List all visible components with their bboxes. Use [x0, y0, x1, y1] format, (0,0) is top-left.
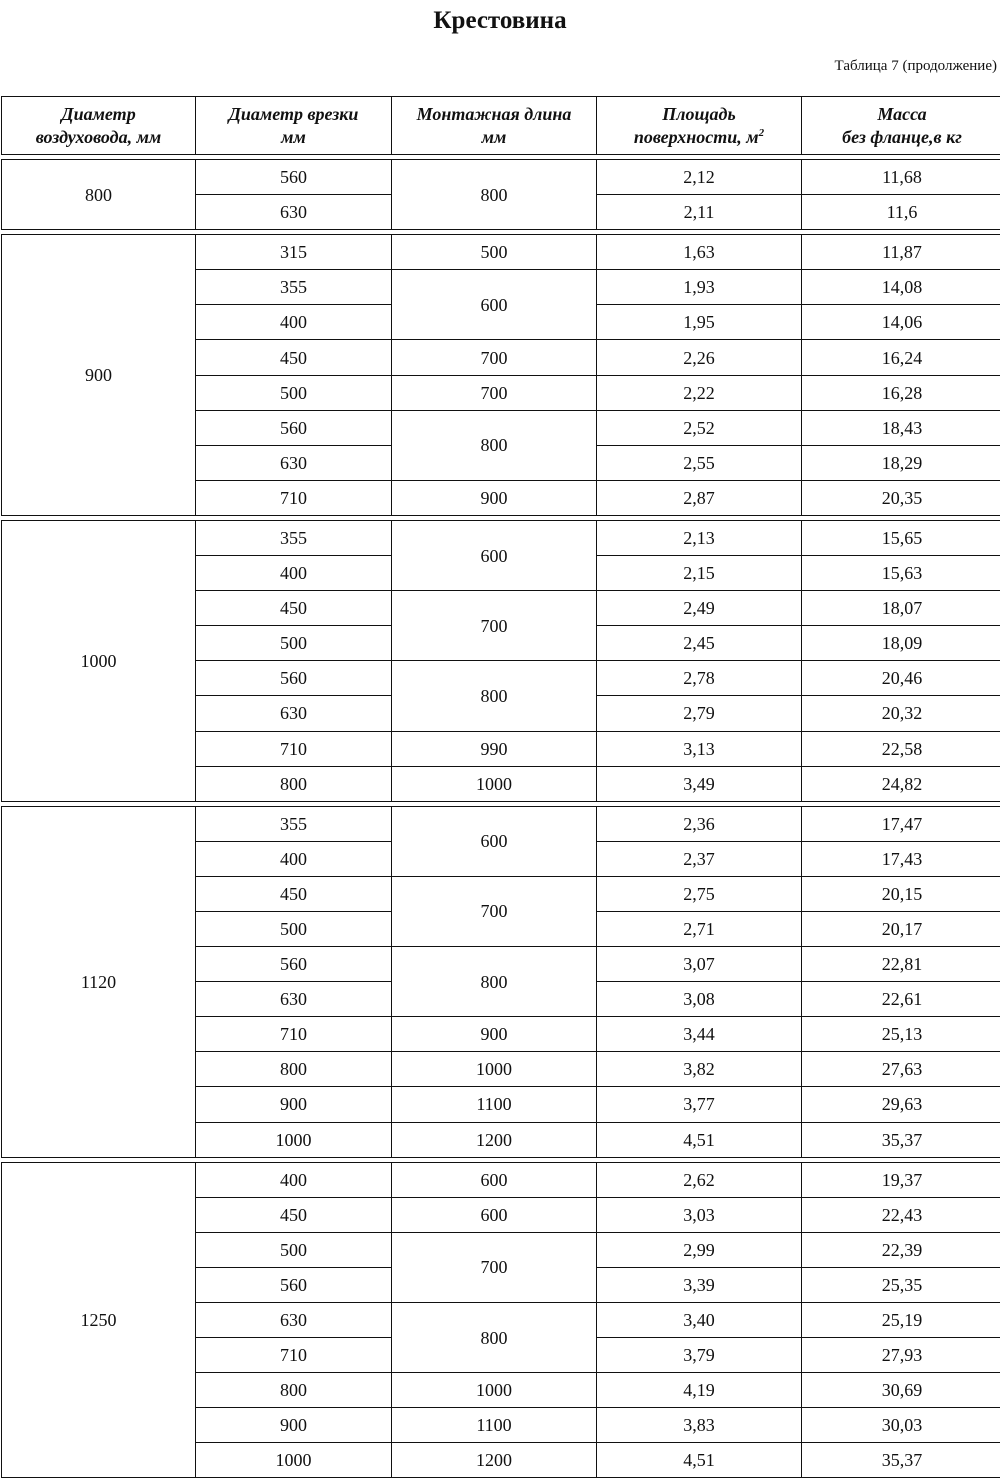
table-row	[2, 520, 1000, 555]
mass-cell: 35,37	[802, 1443, 1000, 1478]
table-row	[2, 1162, 1000, 1197]
branch-diameter-cell: 560	[196, 661, 392, 696]
mount-length-cell: 1100	[392, 1087, 597, 1122]
branch-diameter-cell: 315	[196, 235, 392, 270]
mount-length-cell: 800	[392, 1303, 597, 1373]
branch-diameter-cell: 500	[196, 375, 392, 410]
surface-area-cell: 3,40	[597, 1303, 802, 1338]
mass-cell: 20,15	[802, 876, 1000, 911]
branch-diameter-cell: 630	[196, 696, 392, 731]
mount-length-cell: 700	[392, 1232, 597, 1302]
mass-cell: 14,08	[802, 270, 1000, 305]
mount-length-cell: 600	[392, 806, 597, 876]
branch-diameter-cell: 450	[196, 340, 392, 375]
surface-area-cell: 2,79	[597, 696, 802, 731]
surface-area-cell: 3,79	[597, 1338, 802, 1373]
mount-length-cell: 1000	[392, 766, 597, 801]
mass-cell: 18,09	[802, 626, 1000, 661]
mount-length-cell: 700	[392, 876, 597, 946]
surface-area-cell: 3,49	[597, 766, 802, 801]
mass-cell: 17,47	[802, 806, 1000, 841]
branch-diameter-cell: 400	[196, 556, 392, 591]
branch-diameter-cell: 355	[196, 270, 392, 305]
branch-diameter-cell: 710	[196, 1017, 392, 1052]
duct-diameter-cell: 1000	[2, 520, 196, 801]
surface-area-cell: 1,93	[597, 270, 802, 305]
surface-area-cell: 2,75	[597, 876, 802, 911]
branch-diameter-cell: 400	[196, 1162, 392, 1197]
mount-length-cell: 500	[392, 235, 597, 270]
branch-diameter-cell: 500	[196, 1232, 392, 1267]
mass-cell: 22,43	[802, 1197, 1000, 1232]
mass-cell: 27,93	[802, 1338, 1000, 1373]
surface-area-cell: 4,51	[597, 1443, 802, 1478]
mount-length-cell: 600	[392, 520, 597, 590]
mass-cell: 25,35	[802, 1267, 1000, 1302]
branch-diameter-cell: 560	[196, 160, 392, 195]
surface-area-cell: 2,62	[597, 1162, 802, 1197]
mass-cell: 15,65	[802, 520, 1000, 555]
branch-diameter-cell: 900	[196, 1087, 392, 1122]
surface-area-cell: 3,83	[597, 1408, 802, 1443]
header-branch-diameter: Диаметр врезки мм	[196, 97, 392, 155]
mount-length-cell: 1100	[392, 1408, 597, 1443]
mass-cell: 25,19	[802, 1303, 1000, 1338]
mass-cell: 22,39	[802, 1232, 1000, 1267]
mass-cell: 20,46	[802, 661, 1000, 696]
duct-diameter-cell: 1120	[2, 806, 196, 1157]
branch-diameter-cell: 630	[196, 1303, 392, 1338]
branch-diameter-cell: 450	[196, 876, 392, 911]
mount-length-cell: 600	[392, 1162, 597, 1197]
branch-diameter-cell: 500	[196, 626, 392, 661]
surface-area-cell: 2,15	[597, 556, 802, 591]
surface-area-cell: 3,03	[597, 1197, 802, 1232]
branch-diameter-cell: 560	[196, 1267, 392, 1302]
duct-diameter-cell: 800	[2, 160, 196, 230]
mass-cell: 18,29	[802, 445, 1000, 480]
mass-cell: 25,13	[802, 1017, 1000, 1052]
branch-diameter-cell: 450	[196, 1197, 392, 1232]
mount-length-cell: 990	[392, 731, 597, 766]
page-title: Крестовина	[0, 5, 1000, 37]
mass-cell: 20,17	[802, 911, 1000, 946]
mass-cell: 30,69	[802, 1373, 1000, 1408]
mass-cell: 35,37	[802, 1122, 1000, 1157]
mount-length-cell: 700	[392, 340, 597, 375]
mount-length-cell: 1200	[392, 1443, 597, 1478]
duct-diameter-cell: 900	[2, 235, 196, 516]
branch-diameter-cell: 450	[196, 591, 392, 626]
crosspiece-table	[1, 96, 1000, 1478]
header-mass: Масса без фланце,в кг	[802, 97, 1000, 155]
mass-cell: 11,68	[802, 160, 1000, 195]
surface-area-cell: 1,95	[597, 305, 802, 340]
mass-cell: 22,61	[802, 982, 1000, 1017]
branch-diameter-cell: 710	[196, 731, 392, 766]
branch-diameter-cell: 900	[196, 1408, 392, 1443]
branch-diameter-cell: 1000	[196, 1122, 392, 1157]
surface-area-cell: 2,49	[597, 591, 802, 626]
surface-area-cell: 3,39	[597, 1267, 802, 1302]
surface-area-cell: 2,26	[597, 340, 802, 375]
mass-cell: 15,63	[802, 556, 1000, 591]
surface-area-cell: 3,82	[597, 1052, 802, 1087]
surface-area-cell: 2,99	[597, 1232, 802, 1267]
mount-length-cell: 800	[392, 947, 597, 1017]
surface-area-cell: 3,08	[597, 982, 802, 1017]
table-row	[2, 235, 1000, 270]
table-caption: Таблица 7 (продолжение)	[835, 56, 997, 76]
mass-cell: 16,28	[802, 375, 1000, 410]
branch-diameter-cell: 800	[196, 766, 392, 801]
surface-area-cell: 2,87	[597, 480, 802, 515]
branch-diameter-cell: 560	[196, 947, 392, 982]
surface-area-cell: 3,44	[597, 1017, 802, 1052]
mount-length-cell: 1000	[392, 1373, 597, 1408]
mount-length-cell: 800	[392, 661, 597, 731]
branch-diameter-cell: 400	[196, 841, 392, 876]
mount-length-cell: 700	[392, 591, 597, 661]
surface-area-cell: 2,37	[597, 841, 802, 876]
mass-cell: 30,03	[802, 1408, 1000, 1443]
branch-diameter-cell: 630	[196, 982, 392, 1017]
mass-cell: 18,43	[802, 410, 1000, 445]
table-row	[2, 160, 1000, 195]
surface-area-cell: 2,22	[597, 375, 802, 410]
header-mount-length: Монтажная длина мм	[392, 97, 597, 155]
branch-diameter-cell: 800	[196, 1373, 392, 1408]
mass-cell: 20,35	[802, 480, 1000, 515]
mass-cell: 22,58	[802, 731, 1000, 766]
duct-diameter-cell: 1250	[2, 1162, 196, 1478]
table-body	[2, 155, 1000, 1478]
mass-cell: 20,32	[802, 696, 1000, 731]
surface-area-cell: 3,07	[597, 947, 802, 982]
branch-diameter-cell: 355	[196, 520, 392, 555]
mass-cell: 27,63	[802, 1052, 1000, 1087]
branch-diameter-cell: 500	[196, 911, 392, 946]
mass-cell: 17,43	[802, 841, 1000, 876]
surface-area-cell: 2,12	[597, 160, 802, 195]
branch-diameter-cell: 710	[196, 1338, 392, 1373]
branch-diameter-cell: 800	[196, 1052, 392, 1087]
mount-length-cell: 600	[392, 1197, 597, 1232]
branch-diameter-cell: 710	[196, 480, 392, 515]
surface-area-cell: 3,77	[597, 1087, 802, 1122]
surface-area-cell: 2,52	[597, 410, 802, 445]
mass-cell: 22,81	[802, 947, 1000, 982]
branch-diameter-cell: 630	[196, 445, 392, 480]
surface-area-cell: 4,51	[597, 1122, 802, 1157]
mount-length-cell: 1000	[392, 1052, 597, 1087]
surface-area-cell: 4,19	[597, 1373, 802, 1408]
branch-diameter-cell: 630	[196, 195, 392, 230]
surface-area-cell: 2,71	[597, 911, 802, 946]
surface-area-cell: 1,63	[597, 235, 802, 270]
mass-cell: 19,37	[802, 1162, 1000, 1197]
mass-cell: 29,63	[802, 1087, 1000, 1122]
mass-cell: 16,24	[802, 340, 1000, 375]
mount-length-cell: 900	[392, 1017, 597, 1052]
surface-area-cell: 2,45	[597, 626, 802, 661]
branch-diameter-cell: 400	[196, 305, 392, 340]
surface-area-cell: 2,55	[597, 445, 802, 480]
surface-area-cell: 2,78	[597, 661, 802, 696]
table-header-row	[2, 97, 1000, 155]
mount-length-cell: 800	[392, 410, 597, 480]
branch-diameter-cell: 355	[196, 806, 392, 841]
surface-area-cell: 2,11	[597, 195, 802, 230]
surface-area-cell: 2,13	[597, 520, 802, 555]
mass-cell: 11,6	[802, 195, 1000, 230]
header-duct-diameter: Диаметр воздуховода, мм	[2, 97, 196, 155]
mount-length-cell: 600	[392, 270, 597, 340]
branch-diameter-cell: 560	[196, 410, 392, 445]
mount-length-cell: 800	[392, 160, 597, 230]
table-row	[2, 806, 1000, 841]
surface-area-cell: 3,13	[597, 731, 802, 766]
branch-diameter-cell: 1000	[196, 1443, 392, 1478]
mass-cell: 18,07	[802, 591, 1000, 626]
mount-length-cell: 900	[392, 480, 597, 515]
header-surface-area: Площадь поверхности, $м^2$	[597, 97, 802, 155]
mass-cell: 14,06	[802, 305, 1000, 340]
mount-length-cell: 700	[392, 375, 597, 410]
mass-cell: 11,87	[802, 235, 1000, 270]
mass-cell: 24,82	[802, 766, 1000, 801]
surface-area-cell: 2,36	[597, 806, 802, 841]
mount-length-cell: 1200	[392, 1122, 597, 1157]
